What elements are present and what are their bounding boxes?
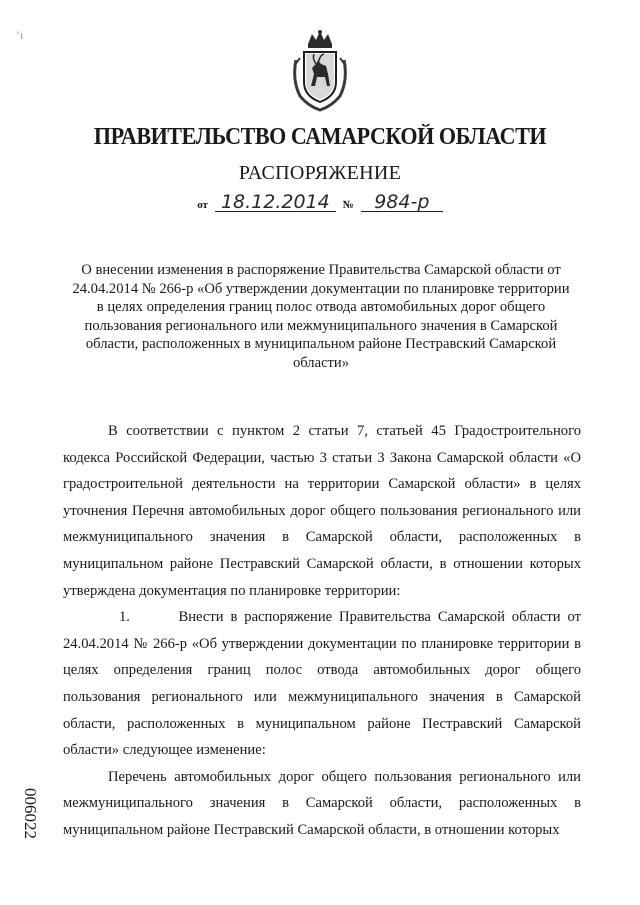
government-title: ПРАВИТЕЛЬСТВО САМАРСКОЙ ОБЛАСТИ [93, 124, 547, 150]
document-type-title: РАСПОРЯЖЕНИЕ [238, 162, 402, 184]
document-body [63, 418, 581, 844]
body-paragraph: В соответствии с пунктом 2 статьи 7, статьей 45 Градостроительного кодекса Российской Федерации, частью 3 статьи 3 Закона Самарской области «О градостроительной деятельности на территории Самарской области» в целях уточнения Перечня автомобильных дорог общего пользования регионального или межмуниципального значения в Самарской области, расположенных в муниципальном районе Пестравский Самарской области, в отношении которых утверждена документация по планировке территории: [63, 423, 581, 599]
serial-number-text: 006022 [21, 788, 40, 839]
coat-of-arms-icon [290, 30, 350, 112]
corner-mark: ‘ı [16, 28, 24, 42]
body-paragraph: Перечень автомобильных дорог общего пользования регионального или межмуниципального значения в Самарской области, расположенных в муниципальном районе Пестравский Самарской области, в отношении которых [63, 768, 581, 838]
list-item-text: Внести в распоряжение Правительства Самарской области от 24.04.2014 № 266-р «Об утверждении документации по планировке территории в целях определения границ полос отвода автомобильных дорог общего пользования регионального или межмуниципального значения в Самарской области, расположенных в муниципальном районе Пестравский Самарской области» следующее изменение: [63, 609, 582, 759]
list-item [63, 604, 581, 764]
registration-line [0, 193, 640, 212]
handwritten-number: 984-р [361, 193, 443, 212]
handwritten-date: 18.12.2014 [215, 193, 336, 212]
number-prefix: № [342, 199, 354, 211]
list-item-number: 1. [119, 609, 130, 626]
date-prefix: от [197, 199, 208, 211]
document-subject: О внесении изменения в распоряжение Правительства Самарской области от 24.04.2014 № 266-р «Об утверждении документации по планировке территории в целях определения границ полос отвода автомобильных дорог общего пользования регионального или межмуниципального значения в Самарской области, расположенных в муниципальном районе Пестравский Самарской области» [72, 262, 570, 371]
